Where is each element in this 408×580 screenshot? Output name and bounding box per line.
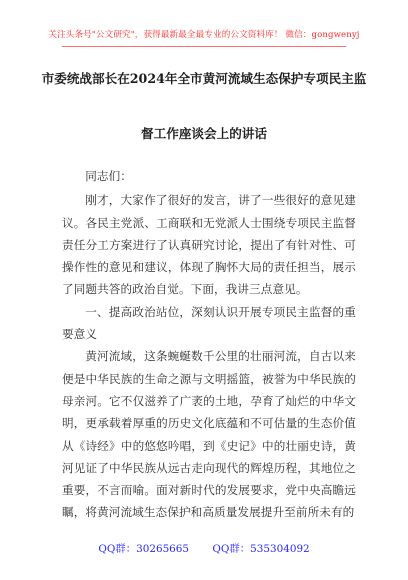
paragraph-opening: 刚才，大家作了很好的发言，讲了一些很好的意见建议。各民主党派、工商联和无党派人士围绕专项民主监督责任分工方案进行了认真研究讨论，提出了有针对性、可操作性的意见和建议，体现了胸怀大局的责任担当，展示了同题共答的政治自觉。下面，我讲三点意见。 — [62, 193, 356, 297]
greeting: 同志们： — [85, 169, 132, 183]
section-heading-1: 一、提高政治站位，深刻认识开展专项民主监督的重要意义 — [62, 304, 356, 342]
banner-divider — [62, 46, 346, 47]
document-title-line-2: 督工作座谈会上的讲话 — [141, 126, 267, 141]
document-title-line-1: 市委统战部长在2024年全市黄河流域生态保护专项民主监 — [41, 71, 367, 86]
document-body — [62, 165, 356, 524]
paragraph-yellow-river: 黄河流域，这条蜿蜒数千公里的壮丽河流，自古以来便是中华民族的生命之源与文明摇篮，被誉为中华民族的母亲河。它不仅滋养了广袤的土地，孕育了灿烂的中华文明，更承载着厚重的历史文化底蕴和不可估量的生态价值从《诗经》中的悠悠吟唱，到《史记》中的壮丽史诗，黄河见证了中华民族从远古走向现代的辉煌历程，其地位之重要，不言而喻。面对新时代的发展要求，党中央高瞻远瞩，将黄河流域生态保护和高质量发展提升至前所未有的 — [62, 349, 356, 520]
top-banner: 关注头条号"公文研究"，获得最新最全最专业的公文资料库！ 微信：gongwenyj — [48, 30, 360, 40]
footer-qq-group-1: QQ群：30265665 — [98, 543, 190, 555]
footer-contact — [0, 540, 408, 555]
footer-qq-group-2: QQ群：535304092 — [212, 543, 310, 555]
